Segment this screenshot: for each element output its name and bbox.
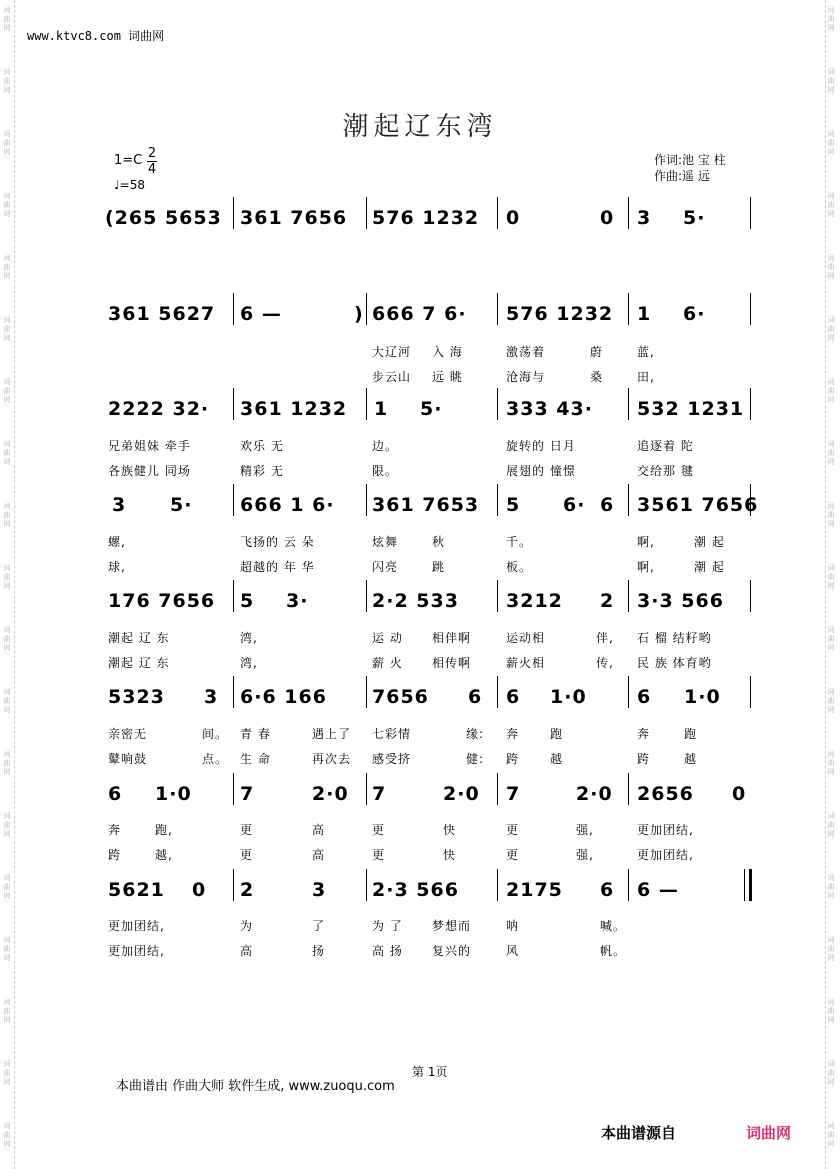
lyric: 帆。 [600,944,627,958]
measure-notes: 3· [286,590,309,612]
lyric: 跑 [550,727,564,741]
measure-notes: 3 [312,879,327,901]
measure-notes: 2175 [506,879,563,901]
composer: 作曲:遥 远 [654,169,710,183]
measure-notes: 6·6 166 [240,686,327,708]
barline [233,388,234,420]
lyric: 越, [155,848,173,862]
lyric: 球, [108,560,126,574]
lyric: 螺, [108,535,126,549]
lyric: 飞扬的 云 朵 [240,535,315,549]
measure-notes: 1·0 [155,783,192,805]
time-signature [147,146,157,177]
credits [654,152,726,184]
measure-notes: 576 1232 [506,303,614,325]
watermark-glyph: 词 曲 网 [827,378,835,404]
barline [628,773,629,805]
measure-notes: 5621 [108,879,165,901]
barline [628,484,629,516]
barline [497,773,498,805]
barline [366,773,367,805]
lyric: 蓝, [637,345,655,359]
watermark-glyph: 词 曲 网 [3,192,11,218]
lyric: 生 命 [240,752,271,766]
barline [628,388,629,420]
lyric: 奔 [637,727,651,741]
lyric: 跑, [155,823,173,837]
lyric: 相伴啊 [432,631,472,645]
watermark-glyph: 词 曲 网 [3,874,11,900]
measure-notes: 576 1232 [372,207,480,229]
score-system-4 [0,494,840,534]
barline [233,869,234,901]
lyric: 更加团结, [637,848,694,862]
lyric: 田, [637,370,655,384]
lyric: 更 [372,823,386,837]
measure-notes: 3·3 566 [637,590,724,612]
watermark-glyph: 词 曲 网 [827,6,835,32]
lyric: 精彩 无 [240,464,284,478]
time-bottom: 4 [147,162,157,177]
measure-notes: 6 — [240,303,282,325]
watermark-glyph: 词 曲 网 [3,68,11,94]
measure-notes: 7 [506,783,521,805]
watermark-glyph: 词 曲 网 [3,130,11,156]
lyric: 点。 [202,752,229,766]
repeat-barline [744,869,745,901]
barline [497,580,498,612]
tempo-mark: ♩=58 [114,178,145,192]
lyric: 高 [312,823,326,837]
watermark-glyph: 词 曲 网 [827,316,835,342]
watermark-glyph: 词 曲 网 [3,564,11,590]
source-label: 本曲谱源自 [601,1124,677,1142]
watermark-glyph: 词 曲 网 [3,936,11,962]
measure-notes: (265 5653 [105,207,222,229]
measure-notes: 0 [192,879,207,901]
watermark-glyph: 词 曲 网 [3,998,11,1024]
lyric: 超越的 年 华 [240,560,315,574]
measure-notes: 6· [563,494,586,516]
lyric: 边。 [372,439,399,453]
lyric: 鼙响鼓 [108,752,148,766]
lyric: 运 动 [372,631,403,645]
measure-notes: 2·0 [443,783,480,805]
lyric: 沧海与 [506,370,546,384]
barline [750,676,751,708]
lyric: 更加团结, [108,919,165,933]
lyric: 薪火相 [506,656,546,670]
barline [366,676,367,708]
lyric: 限。 [372,464,399,478]
measure-notes: 3 [637,207,652,229]
lyric: 健: [466,752,485,766]
barline [366,293,367,325]
lyric: 快 [443,848,457,862]
watermark-glyph: 词 曲 网 [827,564,835,590]
barline [233,676,234,708]
lyric: 更 [240,848,254,862]
lyric: 更 [372,848,386,862]
measure-notes: 1·0 [550,686,587,708]
measure-notes: 6 [506,686,521,708]
lyric: 潮起 辽 东 [108,656,170,670]
lyric: 强, [576,823,594,837]
watermark-glyph: 词 曲 网 [3,6,11,32]
barline [366,197,367,229]
watermark-glyph: 词 曲 网 [827,68,835,94]
barline [497,197,498,229]
measure-notes: 7 [372,783,387,805]
barline [233,580,234,612]
lyric: 各族健儿 同场 [108,464,191,478]
measure-notes: 3 [204,686,219,708]
measure-notes: 3212 [506,590,563,612]
watermark-glyph: 词 曲 网 [3,1122,11,1148]
lyric: 喊。 [600,919,627,933]
lyric: 湾, [240,656,258,670]
barline [497,293,498,325]
lyric: 步云山 [372,370,412,384]
watermark-glyph: 词 曲 网 [827,440,835,466]
measure-notes: 3 [112,494,127,516]
measure-notes: 2222 32· [108,398,210,420]
lyric: 蔚 [590,345,604,359]
measure-notes: 2 [240,879,255,901]
lyric: 青 春 [240,727,271,741]
lyric: 啊, [637,560,655,574]
lyric: 民 族 体育哟 [637,656,712,670]
key-signature: 1=C [114,153,143,168]
lyric: 快 [443,823,457,837]
lyric: 遇上了 [312,727,352,741]
barline [750,484,751,516]
lyric: 潮起 辽 东 [108,631,170,645]
lyric: 跑 [684,727,698,741]
lyric: 奔 [506,727,520,741]
lyric: 兄弟姐妹 牵手 [108,439,191,453]
lyric: 欢乐 无 [240,439,284,453]
lyric: 高 扬 [372,944,403,958]
lyric: 运动相 [506,631,546,645]
watermark-glyph: 词 曲 网 [827,688,835,714]
barline [366,484,367,516]
watermark-glyph: 词 曲 网 [827,1060,835,1086]
barline [233,293,234,325]
lyric: 间。 [202,727,229,741]
lyric: 潮 起 [694,560,725,574]
measure-notes: ) [354,303,364,325]
watermark-glyph: 词 曲 网 [3,626,11,652]
measure-notes: 176 7656 [108,590,216,612]
lyric: 啊, [637,535,655,549]
lyric: 板。 [506,560,533,574]
lyric: 大辽河 [372,345,412,359]
lyric: 伴, [596,631,614,645]
lyric: 越 [550,752,564,766]
measure-notes: 5323 [108,686,165,708]
barline [233,197,234,229]
measure-notes: 6 [468,686,483,708]
measure-notes: 2·0 [312,783,349,805]
barline [233,484,234,516]
lyric: 跨 [108,848,122,862]
lyric: 薪 火 [372,656,403,670]
lyric: 更 [506,823,520,837]
site-url[interactable]: www.ktvc8.com 词曲网 [27,29,165,43]
lyric: 再次去 [312,752,352,766]
barline [750,580,751,612]
barline [628,676,629,708]
song-title: 潮起辽东湾 [342,112,498,142]
measure-notes: 5· [683,207,706,229]
lyric: 扬 [312,944,326,958]
barline [497,484,498,516]
lyric: 潮 起 [694,535,725,549]
measure-notes: 532 1231 [637,398,745,420]
lyric: 更 [240,823,254,837]
measure-notes: 2·0 [576,783,613,805]
watermark-glyph: 词 曲 网 [827,812,835,838]
measure-notes: 361 7653 [372,494,480,516]
measure-notes: 333 43· [506,398,593,420]
watermark-glyph: 词 曲 网 [827,1122,835,1148]
watermark-glyph: 词 曲 网 [827,998,835,1024]
measure-notes: 2·3 566 [372,879,459,901]
lyric: 为 了 [372,919,403,933]
measure-notes: 1 [637,303,652,325]
lyric: 缘: [466,727,485,741]
measure-notes: 1 [374,398,389,420]
measure-notes: 6 [600,879,615,901]
lyric: 秋 [432,535,446,549]
watermark-glyph: 词 曲 网 [827,626,835,652]
lyric: 更加团结, [108,944,165,958]
measure-notes: 6 [108,783,123,805]
barline [366,869,367,901]
watermark-glyph: 词 曲 网 [827,874,835,900]
measure-notes: 7 [240,783,255,805]
watermark-glyph: 词 曲 网 [827,936,835,962]
lyric: 高 [312,848,326,862]
watermark-glyph: 词 曲 网 [3,750,11,776]
lyric: 炫舞 [372,535,399,549]
lyric: 传, [596,656,614,670]
lyric: 激荡着 [506,345,546,359]
watermark-glyph: 词 曲 网 [3,812,11,838]
lyric: 桑 [590,370,604,384]
measure-notes: 6· [683,303,706,325]
watermark-glyph: 词 曲 网 [3,378,11,404]
measure-notes: 1·0 [684,686,721,708]
lyric: 跳 [432,560,446,574]
lyric: 交给那 毽 [637,464,694,478]
lyric: 越 [684,752,698,766]
barline [366,388,367,420]
lyric: 更 [506,848,520,862]
watermark-glyph: 词 曲 网 [3,502,11,528]
score-system-1 [0,207,840,247]
lyricist: 作词:池 宝 柱 [654,153,726,167]
watermark-glyph: 词 曲 网 [3,316,11,342]
measure-notes: 361 7656 [240,207,348,229]
barline [233,773,234,805]
lyric: 七彩情 [372,727,412,741]
lyric: 了 [312,919,326,933]
lyric: 更加团结, [637,823,694,837]
lyric: 跨 [506,752,520,766]
score-system-7 [0,783,840,823]
lyric: 闪亮 [372,560,399,574]
lyric: 远 眺 [432,370,463,384]
measure-notes: 5 [240,590,255,612]
measure-notes: 0 [732,783,747,805]
score-system-8 [0,879,840,919]
lyric: 为 [240,919,254,933]
lyric: 追逐着 陀 [637,439,694,453]
measure-notes: 6 [637,686,652,708]
score-system-2 [0,303,840,343]
barline [366,580,367,612]
watermark-glyph: 词 曲 网 [827,502,835,528]
lyric: 梦想而 [432,919,472,933]
measure-notes: 666 7 6· [372,303,467,325]
barline [628,580,629,612]
lyric: 旋转的 日月 [506,439,576,453]
watermark-glyph: 词 曲 网 [827,254,835,280]
barline [628,293,629,325]
lyric: 复兴的 [432,944,472,958]
page-number: 第 1页 [412,1065,448,1079]
lyric: 湾, [240,631,258,645]
watermark-glyph: 词 曲 网 [827,130,835,156]
score-system-5 [0,590,840,630]
barline [497,869,498,901]
lyric: 风 [506,944,520,958]
measure-notes: 2656 [637,783,694,805]
measure-notes: 0 [600,207,615,229]
measure-notes: 5 [506,494,521,516]
barline [628,869,629,901]
lyric: 奔 [108,823,122,837]
watermark-glyph: 词 曲 网 [3,688,11,714]
lyric: 高 [240,944,254,958]
measure-notes: 6 — [637,879,679,901]
lyric: 展翅的 憧憬 [506,464,576,478]
lyric: 强, [576,848,594,862]
lyric: 亲密无 [108,727,148,741]
watermark-glyph: 词 曲 网 [3,440,11,466]
score-system-6 [0,686,840,726]
measure-notes: 666 1 6· [240,494,335,516]
watermark-glyph: 词 曲 网 [3,1060,11,1086]
final-barline [749,869,752,901]
lyric: 石 榴 结籽哟 [637,631,712,645]
measure-notes: 5· [170,494,193,516]
measure-notes: 361 1232 [240,398,348,420]
lyric: 入 海 [432,345,463,359]
generator-credit: 本曲谱由 作曲大师 软件生成, www.zuoqu.com [116,1079,395,1094]
watermark-glyph: 词 曲 网 [827,750,835,776]
measure-notes: 2 [600,590,615,612]
barline [750,388,751,420]
measure-notes: 6 [600,494,615,516]
time-top: 2 [147,146,157,161]
measure-notes: 5· [420,398,443,420]
measure-notes: 3561 7656 [637,494,759,516]
score-system-3 [0,398,840,438]
lyric: 千。 [506,535,533,549]
lyric: 呐 [506,919,520,933]
barline [628,197,629,229]
measure-notes: 361 5627 [108,303,216,325]
barline [497,388,498,420]
barline [497,676,498,708]
lyric: 感受挤 [372,752,412,766]
measure-notes: 0 [506,207,521,229]
barline [750,197,751,229]
watermark-glyph: 词 曲 网 [827,192,835,218]
measure-notes: 2·2 533 [372,590,459,612]
barline [750,293,751,325]
lyric: 相传啊 [432,656,472,670]
lyric: 跨 [637,752,651,766]
watermark-glyph: 词 曲 网 [3,254,11,280]
brand-logo[interactable]: 词曲网 [746,1124,792,1142]
measure-notes: 7656 [372,686,429,708]
